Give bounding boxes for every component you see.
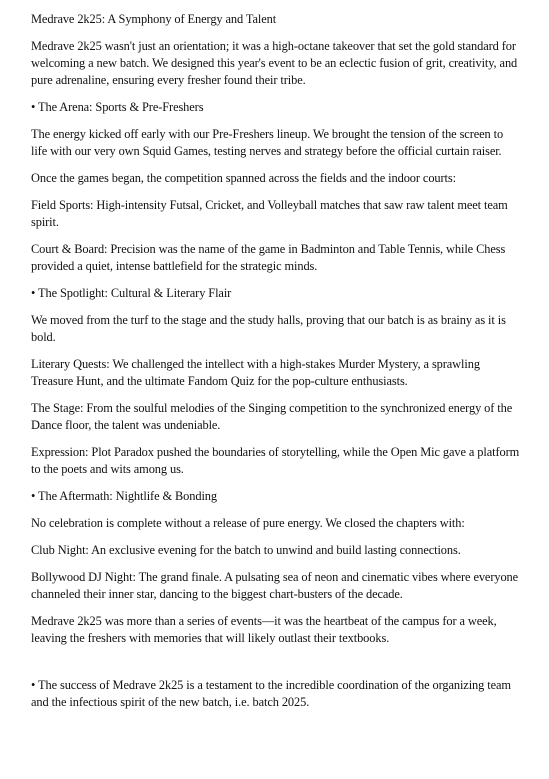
field-sports-paragraph: Field Sports: High-intensity Futsal, Cricket, and Volleyball matches that saw raw talent meet team spirit. (31, 198, 508, 229)
club-night-paragraph: Club Night: An exclusive evening for the batch to unwind and build lasting connections. (31, 543, 461, 557)
arena-paragraph-1: The energy kicked off early with our Pre-Freshers lineup. We brought the tension of the screen to life with our very own Squid Games, testing nerves and strategy before the official curtain raiser. (31, 127, 504, 158)
court-board-paragraph: Court & Board: Precision was the name of the game in Badminton and Table Tennis, while Chess provided a quiet, intense battlefield for the strategic minds. (31, 242, 506, 273)
document-title: Medrave 2k25: A Symphony of Energy and Talent (31, 12, 277, 26)
final-note-paragraph: • The success of Medrave 2k25 is a testament to the incredible coordination of the organizing team and the infectious spirit of the new batch, i.e. batch 2025. (31, 678, 511, 709)
closing-paragraph: Medrave 2k25 was more than a series of events—it was the heartbeat of the campus for a week, leaving the freshers with memories that will likely outlast their textbooks. (31, 614, 497, 645)
document-body (31, 11, 521, 721)
section-heading-spotlight: • The Spotlight: Cultural & Literary Flair (31, 286, 232, 300)
spotlight-paragraph-1: We moved from the turf to the stage and the study halls, proving that our batch is as brainy as it is bold. (31, 313, 506, 344)
arena-paragraph-2: Once the games began, the competition spanned across the fields and the indoor courts: (31, 171, 456, 185)
blank-line (31, 657, 521, 677)
section-heading-arena: • The Arena: Sports & Pre-Freshers (31, 100, 204, 114)
intro-paragraph: Medrave 2k25 wasn't just an orientation; it was a high-octane takeover that set the gold standard for welcoming a new batch. We designed this year's event to be an eclectic fusion of grit, creativity, and pure adrenaline, ensuring every fresher found their tribe. (31, 39, 518, 87)
literary-quests-paragraph: Literary Quests: We challenged the intellect with a high-stakes Murder Mystery, a sprawling Treasure Hunt, and the ultimate Fandom Quiz for the pop-culture enthusiasts. (31, 357, 480, 388)
stage-paragraph: The Stage: From the soulful melodies of the Singing competition to the synchronized energy of the Dance floor, the talent was undeniable. (31, 401, 513, 432)
expression-paragraph: Expression: Plot Paradox pushed the boundaries of storytelling, while the Open Mic gave a platform to the poets and wits among us. (31, 445, 520, 476)
bollywood-night-paragraph: Bollywood DJ Night: The grand finale. A pulsating sea of neon and cinematic vibes where everyone channeled their inner star, dancing to the biggest chart-busters of the decade. (31, 570, 519, 601)
section-heading-aftermath: • The Aftermath: Nightlife & Bonding (31, 489, 217, 503)
aftermath-paragraph-1: No celebration is complete without a release of pure energy. We closed the chapters with: (31, 516, 465, 530)
